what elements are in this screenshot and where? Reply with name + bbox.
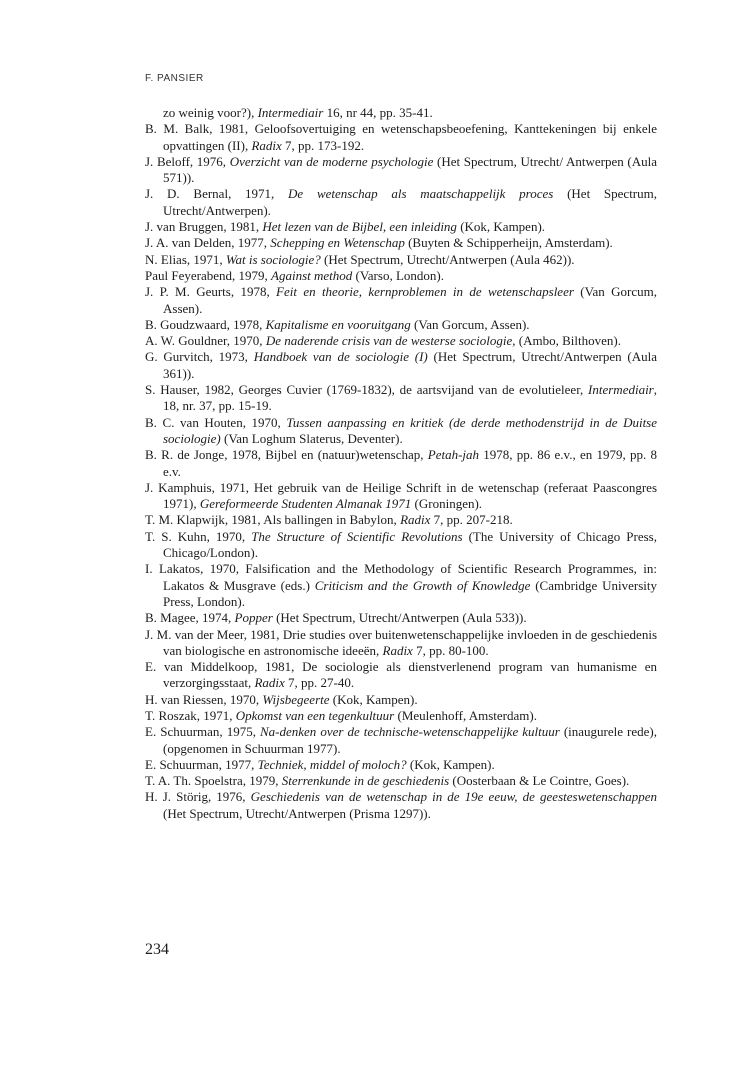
reference-text: T. S. Kuhn, 1970, [145, 528, 252, 544]
reference-entry [145, 529, 657, 562]
reference-entry [145, 757, 657, 773]
reference-text: E. Schuurman, 1975, [145, 724, 260, 740]
reference-details: (Het Spectrum, Utrecht/Antwerpen (Aula 361)). [163, 349, 657, 381]
reference-entry [145, 219, 657, 235]
reference-title: De wetenschap als maatschappelijk proces [288, 186, 554, 202]
reference-text: J. D. Bernal, 1971, [145, 186, 289, 202]
reference-details: (inaugurele rede), (opgenomen in Schuurman 1977). [163, 724, 658, 756]
reference-title: Radix [400, 512, 431, 528]
reference-entry [145, 610, 657, 626]
reference-details: , 18, nr. 37, pp. 15-19. [163, 382, 657, 414]
reference-details: (Het Spectrum, Utrecht/Antwerpen (Aula 533)). [272, 610, 527, 626]
reference-entry [145, 789, 657, 822]
reference-entry [145, 512, 657, 528]
reference-details: (Van Gorcum, Assen). [163, 284, 657, 316]
reference-title: Techniek, middel of moloch? [257, 756, 407, 772]
reference-title: Against method [271, 267, 353, 283]
reference-entry [145, 692, 657, 708]
reference-title: Wat is sociologie? [225, 251, 321, 267]
reference-entry [145, 284, 657, 317]
reference-entry [145, 659, 657, 692]
reference-details: (Het Spectrum, Utrecht/ Antwerpen (Aula 571)). [163, 153, 657, 186]
reference-title: Radix [382, 642, 413, 658]
reference-entry [145, 382, 657, 415]
reference-title: Opkomst van een tegenkultuur [235, 707, 395, 723]
reference-details: (Van Gorcum, Assen). [410, 316, 530, 332]
reference-text: J. van Bruggen, 1981, [145, 219, 263, 235]
reference-text: I. Lakatos, 1970, Falsification and the Methodology of Scientific Research Programmes, in: Lakatos & Musgrave (eds.) [145, 561, 657, 593]
reference-entry [145, 447, 657, 480]
reference-entry [145, 235, 657, 251]
reference-title: Handboek van de sociologie (I) [253, 349, 428, 365]
reference-entry [145, 724, 657, 757]
reference-details: (Kok, Kampen). [406, 756, 495, 772]
reference-entry [145, 252, 657, 268]
reference-text: zo weinig voor?), [163, 105, 258, 120]
reference-entry [145, 268, 657, 284]
reference-entry [145, 186, 657, 219]
reference-text: J. Beloff, 1976, [145, 153, 230, 169]
reference-title: Intermediair [588, 382, 654, 398]
reference-details: (Varso, London). [352, 267, 444, 283]
page-number: 234 [145, 941, 169, 958]
reference-title: Gereformeerde Studenten Almanak 1971 [199, 496, 412, 512]
reference-details: (Kok, Kampen). [329, 691, 418, 707]
reference-details: (Groningen). [411, 496, 483, 512]
reference-text: J. Kamphuis, 1971, Het gebruik van de Heilige Schrift in de wetenschap (referaat Paascongres 1971), [145, 479, 657, 512]
reference-entry [145, 773, 657, 789]
reference-text: G. Gurvitch, 1973, [145, 349, 254, 365]
running-head: F. PANSIER [145, 73, 204, 84]
reference-text: B. R. de Jonge, 1978, Bijbel en (natuur)wetenschap, [145, 447, 428, 463]
reference-title: Kapitalisme en vooruitgang [265, 316, 411, 332]
reference-text: N. Elias, 1971, [145, 251, 226, 267]
reference-title: Tussen aanpassing en kritiek (de derde methodenstrijd in de Duitse sociologie) [163, 414, 658, 446]
reference-details: (Het Spectrum, Utrecht/Antwerpen (Aula 462)). [320, 251, 575, 267]
reference-entry [145, 105, 657, 121]
reference-details: (The University of Chicago Press, Chicago/London). [163, 528, 657, 561]
reference-title: Intermediair [257, 105, 324, 120]
reference-title: The Structure of Scientific Revolutions [251, 528, 463, 544]
reference-details: (Cambridge University Press, London). [163, 577, 657, 609]
reference-entry [145, 349, 657, 382]
reference-title: Schepping en Wetenschap [270, 235, 405, 251]
reference-entry [145, 561, 657, 610]
reference-details: 16, nr 44, pp. 35-41. [323, 105, 433, 120]
reference-details: (Kok, Kampen). [456, 219, 546, 235]
reference-entry [145, 317, 657, 333]
reference-title: Sterrenkunde in de geschiedenis [281, 773, 450, 789]
reference-title: Radix [251, 137, 282, 153]
reference-text: T. Roszak, 1971, [145, 707, 236, 723]
reference-text: B. M. Balk, 1981, Geloofsovertuiging en wetenschapsbeoefening, Kanttekeningen bij enkele opvattingen (II), [145, 121, 657, 153]
reference-text: T. A. Th. Spoelstra, 1979, [145, 773, 282, 789]
reference-details: (Het Spectrum, Utrecht/Antwerpen (Prisma 1297)). [163, 805, 431, 821]
reference-text: B. Magee, 1974, [145, 610, 235, 626]
reference-text: E. Schuurman, 1977, [145, 756, 258, 772]
reference-list [145, 105, 657, 822]
reference-entry [145, 333, 657, 349]
reference-text: A. W. Gouldner, 1970, [145, 333, 266, 349]
reference-entry [145, 708, 657, 724]
reference-text: Paul Feyerabend, 1979, [145, 267, 272, 283]
reference-text: H. van Riessen, 1970, [145, 691, 263, 707]
reference-text: J. A. van Delden, 1977, [145, 235, 271, 251]
reference-details: (Meulenhoff, Amsterdam). [394, 707, 537, 723]
reference-title: Wijsbegeerte [262, 691, 330, 707]
reference-title: Geschiedenis van de wetenschap in de 19e eeuw, de geesteswetenschappen [250, 789, 657, 805]
reference-details: (Buyten & Schipperheijn, Amsterdam). [404, 235, 613, 251]
reference-title: Radix [254, 675, 285, 691]
reference-title: Na-denken over de technische-wetenschappelijke kultuur [259, 724, 560, 740]
reference-text: H. J. Störig, 1976, [145, 789, 251, 805]
reference-entry [145, 154, 657, 187]
reference-text: T. M. Klapwijk, 1981, Als ballingen in Babylon, [145, 512, 401, 528]
reference-details: (Oosterbaan & Le Cointre, Goes). [449, 773, 630, 789]
reference-text: S. Hauser, 1982, Georges Cuvier (1769-1832), de aartsvijand van de evolutieleer, [145, 382, 589, 398]
reference-title: Overzicht van de moderne psychologie [229, 153, 434, 169]
reference-text: J. M. van der Meer, 1981, Drie studies over buitenwetenschappelijke invloeden in de geschiedenis van biologische en astronomische ideeën, [145, 626, 657, 658]
reference-details: (Het Spectrum, Utrecht/Antwerpen). [163, 186, 657, 218]
reference-details: , (Ambo, Bilthoven). [512, 333, 621, 349]
reference-text: B. Goudzwaard, 1978, [145, 316, 266, 332]
reference-title: Petah-jah [427, 447, 480, 463]
reference-details: 7, pp. 207-218. [430, 512, 513, 528]
reference-title: Feit en theorie, kernproblemen in de wetenschapsleer [276, 284, 574, 300]
reference-entry [145, 121, 657, 154]
reference-title: Criticism and the Growth of Knowledge [314, 577, 531, 593]
reference-details: (Van Loghum Slaterus, Deventer). [220, 430, 403, 446]
reference-details: 1978, pp. 86 e.v., en 1979, pp. 8 e.v. [163, 447, 657, 479]
reference-text: E. van Middelkoop, 1981, De sociologie als dienstverlenend program van humanisme en verzorgingsstaat, [145, 659, 657, 691]
reference-text: J. P. M. Geurts, 1978, [145, 284, 277, 300]
reference-details: 7, pp. 173-192. [281, 137, 365, 153]
reference-text: B. C. van Houten, 1970, [145, 414, 287, 430]
reference-entry [145, 627, 657, 660]
reference-title: Popper [234, 610, 273, 626]
reference-details: 7, pp. 80-100. [412, 642, 489, 658]
reference-entry [145, 480, 657, 513]
reference-title: Het lezen van de Bijbel, een inleiding [262, 219, 457, 235]
reference-title: De naderende crisis van de westerse sociologie [265, 333, 513, 349]
reference-details: 7, pp. 27-40. [284, 675, 355, 691]
reference-entry [145, 415, 657, 448]
